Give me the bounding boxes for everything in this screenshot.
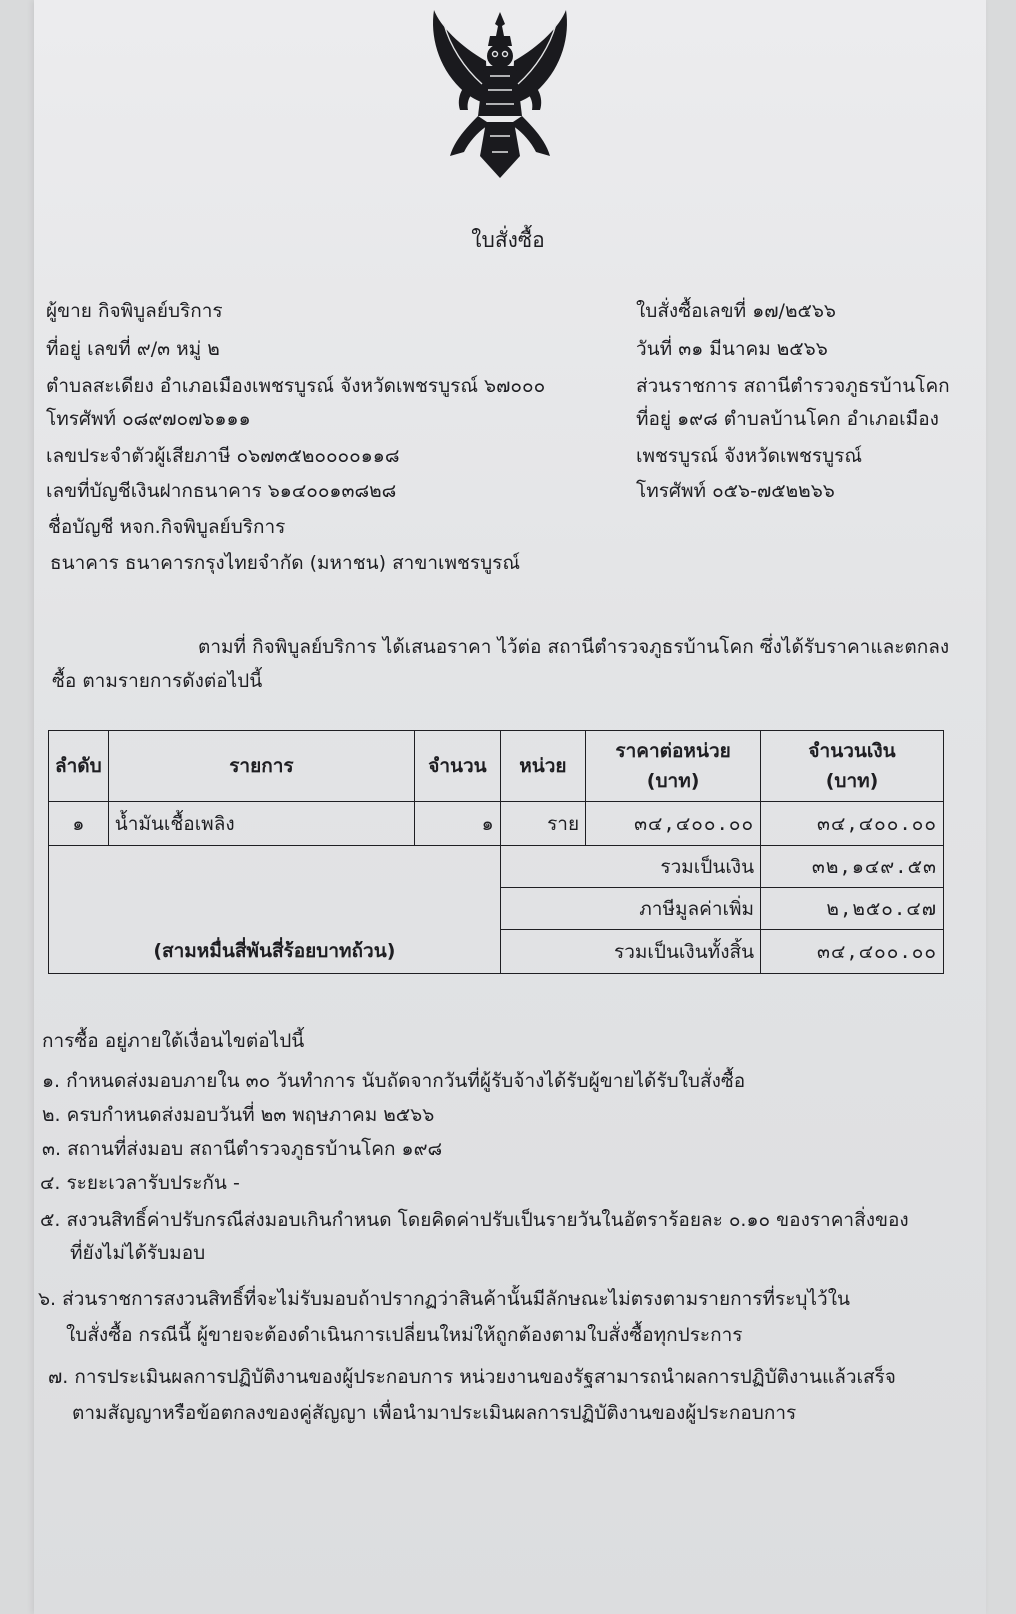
table-header-row bbox=[49, 731, 944, 802]
subtotal-row bbox=[49, 846, 944, 888]
condition-2: ๒. ครบกำหนดส่งมอบวันที่ ๒๓ พฤษภาคม ๒๕๖๖ bbox=[42, 1104, 435, 1126]
seller-phone: โทรศัพท์ ๐๘๙๗๐๗๖๑๑๑ bbox=[46, 408, 251, 430]
header-item: รายการ bbox=[108, 731, 414, 802]
condition-6-line-2: ใบสั่งซื้อ กรณีนี้ ผู้ขายจะต้องดำเนินการเปลี่ยนใหม่ให้ถูกต้องตามใบสั่งซื้อทุกประการ bbox=[66, 1324, 743, 1346]
subtotal-value: ๓๒,๑๔๙.๕๓ bbox=[761, 846, 944, 888]
row-item: น้ำมันเชื้อเพลิง bbox=[108, 802, 414, 846]
words-cell-top bbox=[49, 846, 501, 930]
header-amount-2: (บาท) bbox=[825, 770, 879, 792]
condition-6-line-1: ๖. ส่วนราชการสงวนสิทธิ์ที่จะไม่รับมอบถ้าปรากฏว่าสินค้านั้นมีลักษณะไม่ตรงตามรายการที่ระบุไว้ใน bbox=[38, 1288, 850, 1310]
row-seq: ๑ bbox=[49, 802, 109, 846]
conditions-heading: การซื้อ อยู่ภายใต้เงื่อนไขต่อไปนี้ bbox=[42, 1030, 305, 1052]
total-in-words: (สามหมื่นสี่พันสี่ร้อยบาทถ้วน) bbox=[49, 930, 501, 974]
vat-label: ภาษีมูลค่าเพิ่ม bbox=[500, 888, 760, 930]
seller-bank: ธนาคาร ธนาคารกรุงไทยจำกัด (มหาชน) สาขาเพชรบูรณ์ bbox=[50, 552, 520, 574]
order-agency-phone: โทรศัพท์ ๐๕๖-๗๕๒๒๖๖ bbox=[636, 480, 835, 502]
condition-7-line-2: ตามสัญญาหรือข้อตกลงของคู่สัญญา เพื่อนำมาประเมินผลการปฏิบัติงานของผู้ประกอบการ bbox=[72, 1402, 797, 1424]
vat-value: ๒,๒๕๐.๔๗ bbox=[761, 888, 944, 930]
total-label: รวมเป็นเงินทั้งสิ้น bbox=[500, 930, 760, 974]
header-qty: จำนวน bbox=[415, 731, 501, 802]
garuda-emblem-icon bbox=[420, 6, 580, 184]
row-qty: ๑ bbox=[415, 802, 501, 846]
row-unit: ราย bbox=[500, 802, 585, 846]
condition-3: ๓. สถานที่ส่งมอบ สถานีตำรวจภูธรบ้านโคก ๑๙๘ bbox=[42, 1138, 443, 1160]
order-agency-address-2: เพชรบูรณ์ จังหวัดเพชรบูรณ์ bbox=[636, 445, 863, 467]
order-date: วันที่ ๓๑ มีนาคม ๒๕๖๖ bbox=[636, 338, 828, 360]
header-unit-price bbox=[586, 731, 761, 802]
items-table bbox=[48, 730, 944, 974]
condition-5-line-1: ๕. สงวนสิทธิ์ค่าปรับกรณีส่งมอบเกินกำหนด โดยคิดค่าปรับเป็นรายวันในอัตราร้อยละ ๐.๑๐ ของราคาสิ่งของ bbox=[40, 1209, 909, 1231]
condition-1: ๑. กำหนดส่งมอบภายใน ๓๐ วันทำการ นับถัดจากวันที่ผู้รับจ้างได้รับผู้ขายได้รับใบสั่งซื้อ bbox=[42, 1070, 746, 1092]
order-agency-address-1: ที่อยู่ ๑๙๘ ตำบลบ้านโคก อำเภอเมือง bbox=[636, 408, 939, 430]
seller-address-2: ตำบลสะเดียง อำเภอเมืองเพชรบูรณ์ จังหวัดเพชรบูรณ์ ๖๗๐๐๐ bbox=[46, 375, 546, 397]
intro-line-2: ซื้อ ตามรายการดังต่อไปนี้ bbox=[52, 670, 263, 692]
condition-4: ๔. ระยะเวลารับประกัน - bbox=[40, 1172, 240, 1194]
header-amount-1: จำนวนเงิน bbox=[808, 740, 896, 762]
total-row bbox=[49, 930, 944, 974]
header-unit-price-1: ราคาต่อหน่วย bbox=[615, 740, 731, 762]
seller-account-name: ชื่อบัญชี หจก.กิจพิบูลย์บริการ bbox=[48, 516, 286, 538]
seller-tax-id: เลขประจำตัวผู้เสียภาษี ๐๖๗๓๕๒๐๐๐๐๑๑๘ bbox=[46, 445, 400, 467]
row-unit-price: ๓๔,๔๐๐.๐๐ bbox=[586, 802, 761, 846]
seller-name: ผู้ขาย กิจพิบูลย์บริการ bbox=[46, 300, 223, 322]
intro-line-1: ตามที่ กิจพิบูลย์บริการ ได้เสนอราคา ไว้ต่อ สถานีตำรวจภูธรบ้านโคก ซึ่งได้รับราคาและตกลง bbox=[198, 636, 950, 658]
seller-bank-account: เลขที่บัญชีเงินฝากธนาคาร ๖๑๔๐๐๑๓๘๒๘ bbox=[46, 480, 397, 502]
header-unit: หน่วย bbox=[500, 731, 585, 802]
row-amount: ๓๔,๔๐๐.๐๐ bbox=[761, 802, 944, 846]
document-title: ใบสั่งซื้อ bbox=[471, 228, 545, 252]
condition-7-line-1: ๗. การประเมินผลการปฏิบัติงานของผู้ประกอบการ หน่วยงานของรัฐสามารถนำผลการปฏิบัติงานแล้วเสร็จ bbox=[48, 1366, 896, 1388]
order-agency: ส่วนราชการ สถานีตำรวจภูธรบ้านโคก bbox=[636, 375, 950, 397]
subtotal-label: รวมเป็นเงิน bbox=[500, 846, 760, 888]
condition-5-line-2: ที่ยังไม่ได้รับมอบ bbox=[70, 1242, 206, 1264]
header-amount bbox=[761, 731, 944, 802]
seller-address-1: ที่อยู่ เลขที่ ๙/๓ หมู่ ๒ bbox=[46, 338, 220, 360]
header-unit-price-2: (บาท) bbox=[646, 770, 700, 792]
table-row bbox=[49, 802, 944, 846]
header-seq: ลำดับ bbox=[49, 731, 109, 802]
total-value: ๓๔,๔๐๐.๐๐ bbox=[761, 930, 944, 974]
order-number: ใบสั่งซื้อเลขที่ ๑๗/๒๕๖๖ bbox=[636, 300, 836, 322]
